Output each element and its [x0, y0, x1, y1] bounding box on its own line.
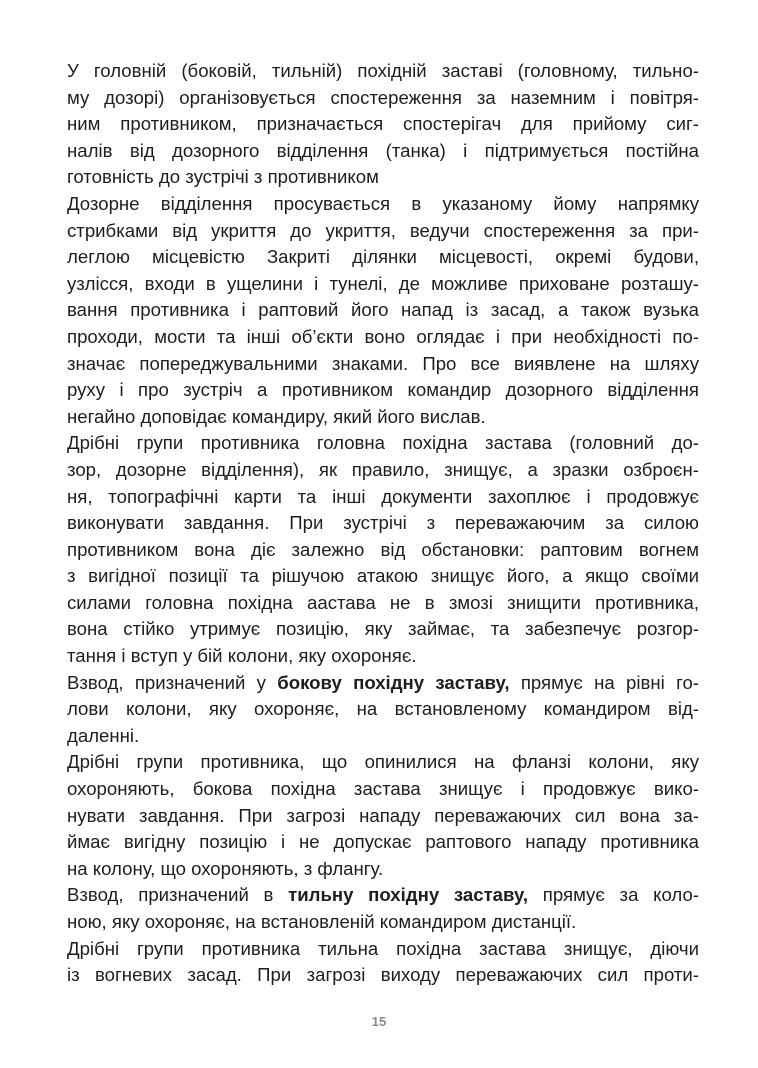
text-line: зор, дозорне відділення), як правило, знищує, а зразки озброєн- — [67, 458, 699, 480]
text-line: значає попереджувальними знаками. Про все виявлене на шляху — [67, 352, 699, 374]
text-line: нувати завдання. При загрозі нападу переважаючих сил вона за- — [67, 804, 699, 826]
text-line: ймає вигідну позицію і не допускає раптового нападу противника — [67, 831, 699, 853]
text-line: му дозорі) організовується спостереження за наземним і повітря- — [67, 86, 699, 108]
text-line: лови колони, яку охороняє, на встановленому командиром від- — [67, 698, 699, 720]
text-line: Дозорне відділення просувається в указаному йому напрямку — [67, 192, 699, 214]
paragraph-1 — [67, 58, 699, 191]
text-line: руху і про зустріч а противником командир дозорного відділення — [67, 379, 699, 401]
paragraph-4 — [67, 670, 699, 750]
paragraph-6 — [67, 882, 699, 935]
text-line: на колону, що охороняють, з флангу. — [67, 857, 384, 879]
paragraph-7 — [67, 936, 699, 989]
text-line: налів від дозорного відділення (танка) і підтримується постійна — [67, 139, 699, 161]
page-number: 15 — [371, 1014, 387, 1029]
text-line: Взвод, призначений в тильну похідну заставу, прямує за коло- — [67, 884, 699, 906]
text-line: тання і вступ у бій колони, яку охороняє. — [67, 645, 417, 667]
text-line: противником вона діє залежно від обстановки: раптовим вогнем — [67, 538, 699, 560]
text-line: виконувати завдання. При зустрічі з переважаючим за силою — [67, 512, 699, 534]
text-line: охороняють, бокова похідна застава знищує і продовжує вико- — [67, 778, 699, 800]
text-line: даленні. — [67, 724, 140, 746]
paragraph-5 — [67, 749, 699, 882]
term-side-outpost: бокову похідну заставу, — [277, 671, 510, 693]
text-line: Дрібні групи противника, що опинилися на фланзі колони, яку — [67, 751, 699, 773]
text-line: ня, топографічні карти та інші документи захоплює і продовжує — [67, 485, 699, 507]
text-line: готовність до зустрічі з противником — [67, 166, 379, 188]
paragraph-2 — [67, 191, 699, 430]
text-line: з вигідної позиції та рішучою атакою знищує його, а якщо своїми — [67, 565, 699, 587]
text-line: ною, яку охороняє, на встановленій командиром дистанції. — [67, 911, 577, 932]
text-line: вання противника і раптовий його напад із засад, а також вузька — [67, 299, 699, 321]
body-text — [67, 58, 699, 989]
text-line: стрибками від укриття до укриття, ведучи спостереження за при- — [67, 219, 699, 241]
text-line: леглою місцевістю Закриті ділянки місцевості, окремі будови, — [67, 246, 699, 268]
paragraph-3 — [67, 430, 699, 669]
text-line: проходи, мости та інші об’єкти воно оглядає і при необхідності по- — [67, 325, 699, 347]
text-line: Взвод, призначений у бокову похідну заставу, прямує на рівні го- — [67, 671, 699, 693]
text-line: Дрібні групи противника головна похідна застава (головний до- — [67, 432, 699, 454]
text-line: ним противником, призначається спостерігач для прийому сиг- — [67, 113, 699, 135]
text-line: негайно доповідає командиру, який його вислав. — [67, 405, 486, 427]
text-line: вона стійко утримує позицію, яку займає, та забезпечує розгор- — [67, 618, 699, 640]
term-rear-outpost: тильну похідну заставу, — [288, 884, 529, 906]
text-line: Дрібні групи противника тильна похідна застава знищує, діючи — [67, 937, 699, 959]
text-line: із вогневих засад. При загрозі виходу переважаючих сил проти- — [67, 964, 699, 986]
text-line: узлісся, входи в ущелини і тунелі, де можливе приховане розташу- — [67, 272, 699, 294]
text-line: силами головна похідна аастава не в змозі знищити противника, — [67, 591, 699, 613]
text-line: У головній (боковій, тильній) похідній заставі (головному, тильно- — [67, 60, 699, 81]
